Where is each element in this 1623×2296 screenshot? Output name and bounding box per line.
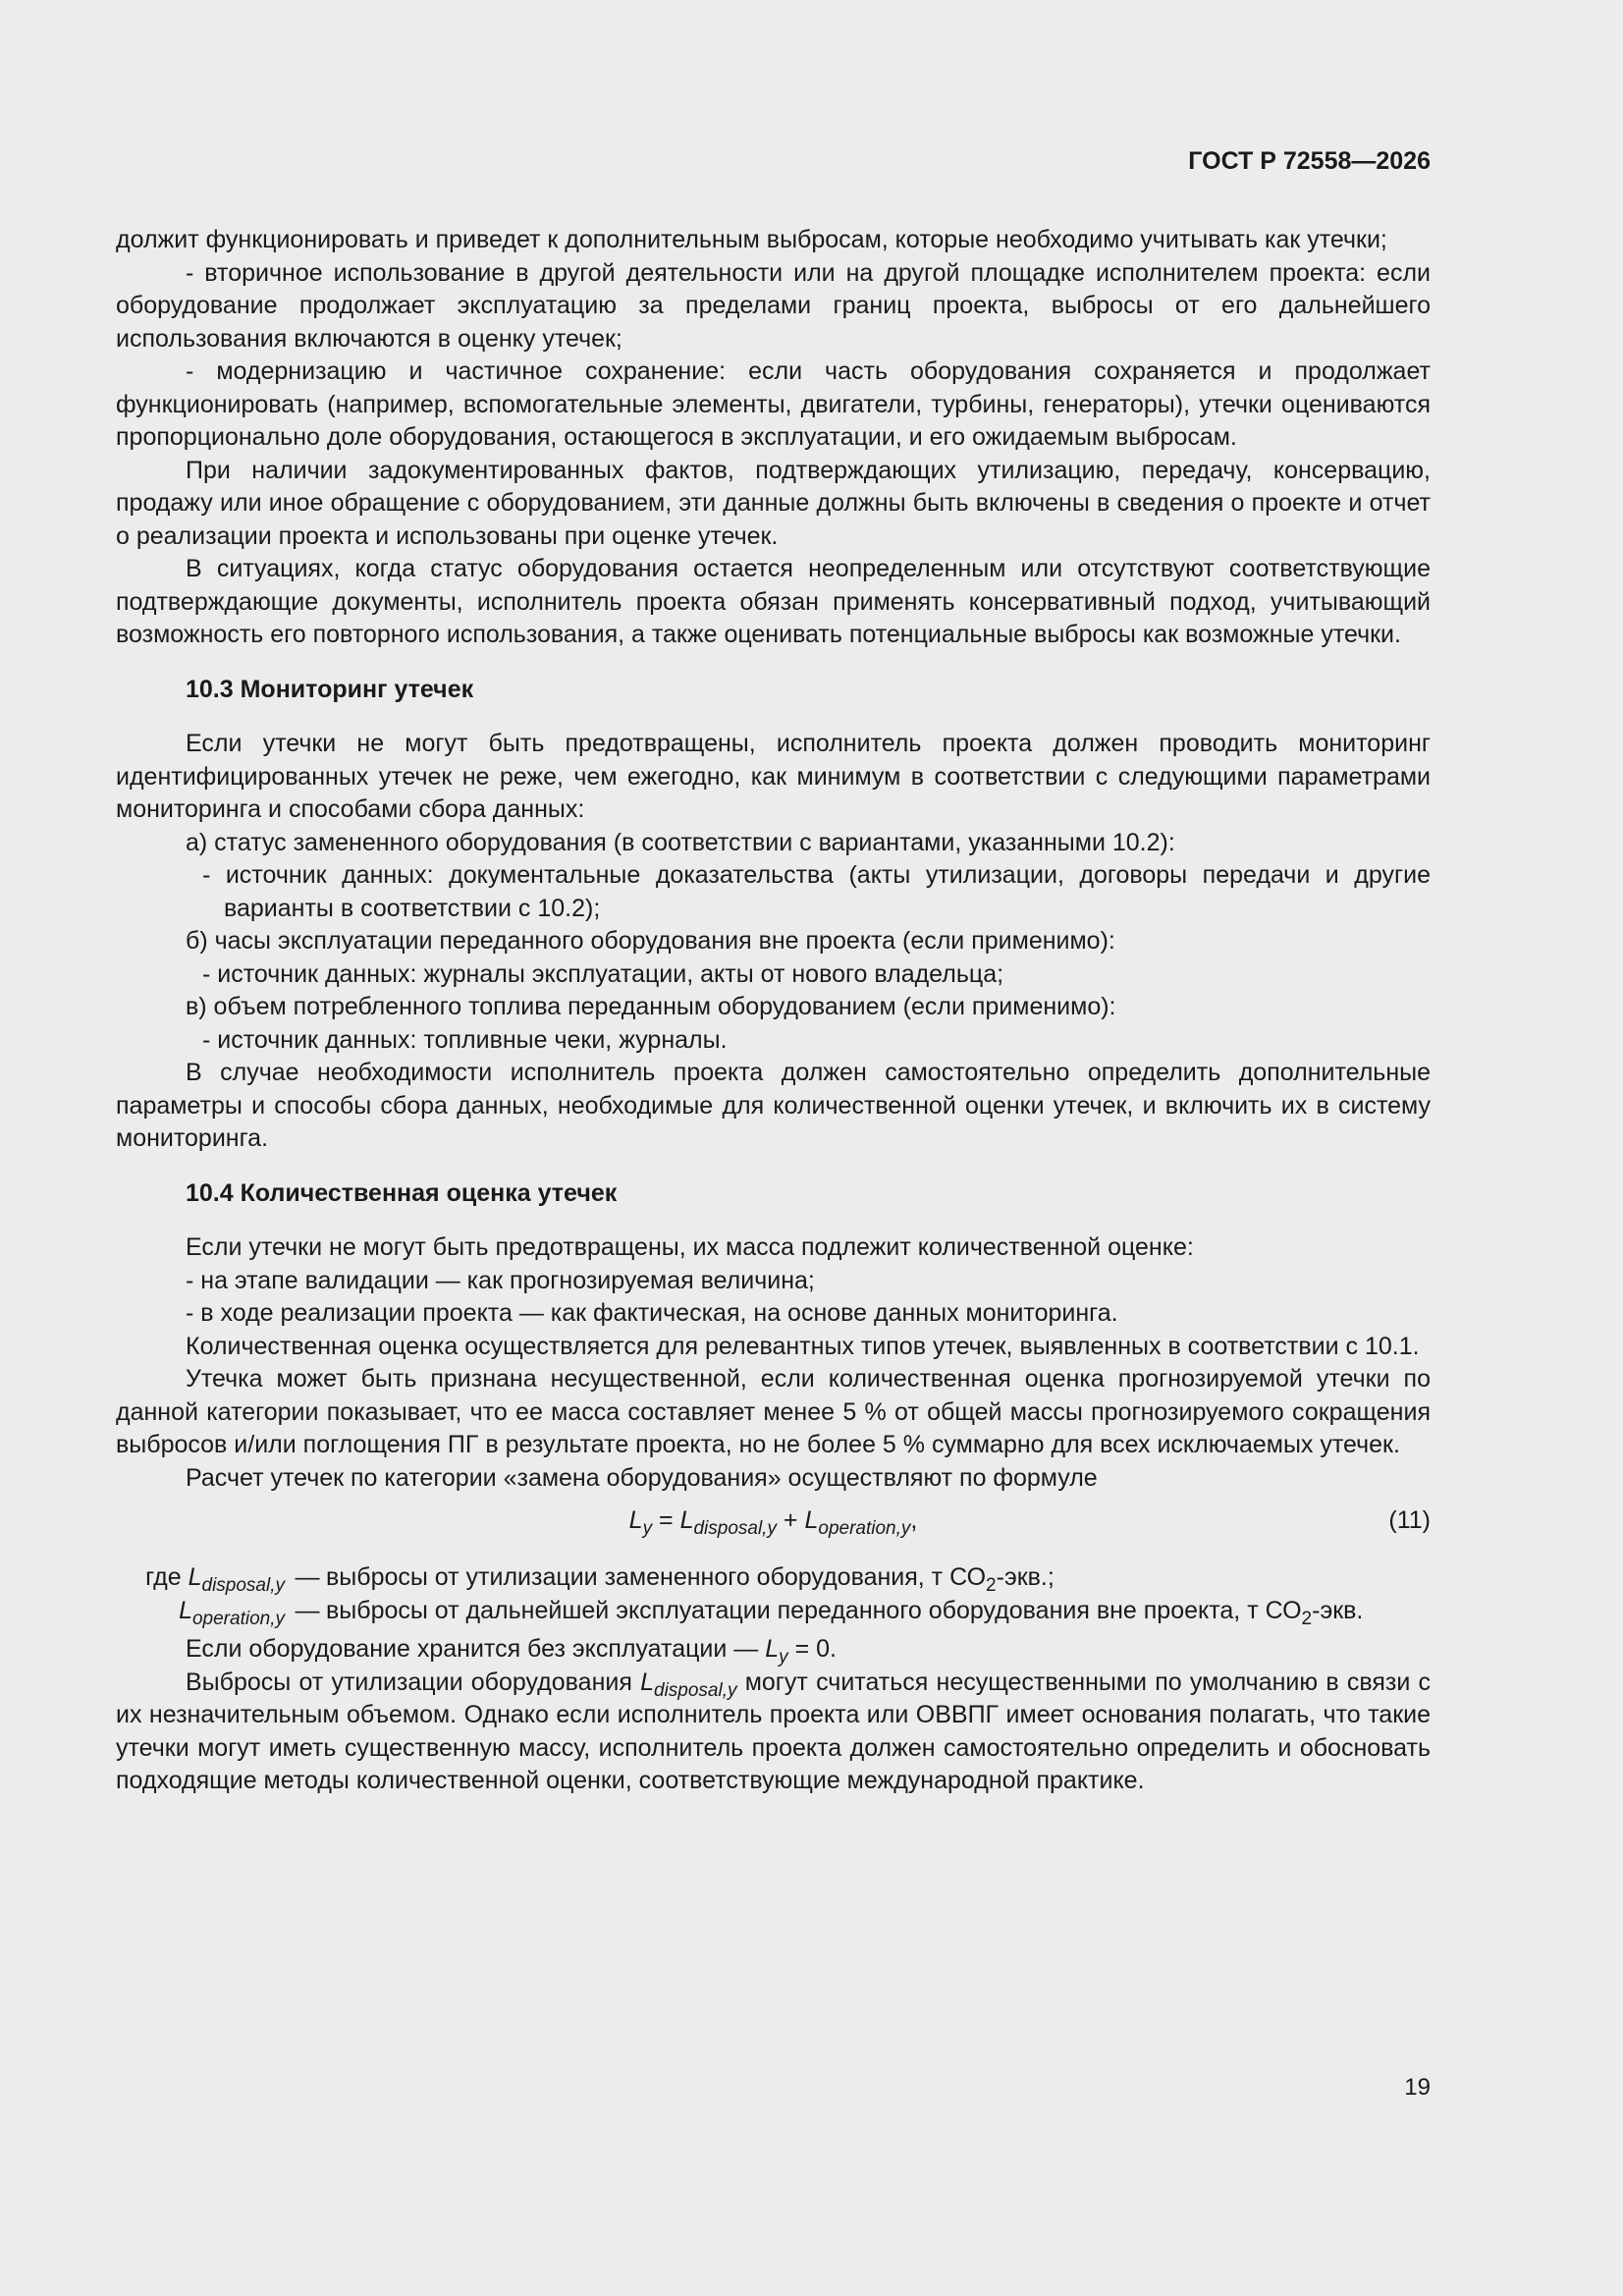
document-body <box>116 224 1431 1798</box>
list-subitem-a-source: - источник данных: документальные доказательства (акты утилизации, договоры передачи и другие варианты в соответствии с 10.2); <box>202 861 1431 922</box>
definition-dash: — <box>295 1563 320 1591</box>
paragraph-disposal-emissions: Выбросы от утилизации оборудования $L_{disposal,y}$ могут считаться несущественными по умолчанию в связи с их незначительным объемом. Однако если исполнитель проекта или ОВВПГ имеет основания полагать, что такие утечки могут иметь существенную массу, исполнитель проекта должен самостоятельно определить и обосновать подходящие методы количественной оценки, соответствующие международной практике. <box>116 1667 1431 1794</box>
list-item-b: б) часы эксплуатации переданного оборудования вне проекта (если применимо): <box>186 927 1115 955</box>
list-subitem-c-source: - источник данных: топливные чеки, журналы. <box>202 1025 728 1054</box>
paragraph-insignificant-leakage: Утечка может быть признана несущественной, если количественная оценка прогнозируемой утечки по данной категории показывает, что ее масса составляет менее 5 % от общей массы прогнозируемого сокращения выбросов и/или поглощения ПГ в результате проекта, но не более 5 % суммарно для всех исключаемых утечек. <box>116 1365 1431 1458</box>
formula-11 <box>116 1504 1431 1544</box>
document-id: ГОСТ Р 72558—2026 <box>1188 147 1431 175</box>
section-heading-10-4: 10.4 Количественная оценка утечек <box>186 1178 618 1207</box>
list-item-a: а) статус замененного оборудования (в соответствии с вариантами, указанными 10.2): <box>186 828 1175 856</box>
formula-number: (11) <box>1388 1506 1431 1534</box>
list-item-implementation: - в ходе реализации проекта — как фактическая, на основе данных мониторинга. <box>186 1299 1118 1327</box>
formula-definitions <box>116 1561 1431 1627</box>
list-item-validation: - на этапе валидации — как прогнозируемая величина; <box>186 1266 815 1294</box>
paragraph-quantification-intro: Если утечки не могут быть предотвращены, их масса подлежит количественной оценке: <box>186 1233 1194 1261</box>
page-number: 19 <box>1404 2074 1431 2101</box>
definition-symbol-operation: $L_{operation,y}$ <box>179 1596 285 1629</box>
definition-text-operation: выбросы от дальнейшей эксплуатации переданного оборудования вне проекта, т $СО_2$-экв. <box>326 1596 1364 1629</box>
definition-symbol-disposal: где $L_{disposal,y}$ <box>145 1563 285 1596</box>
list-item-modernization: - модернизацию и частичное сохранение: если часть оборудования сохраняется и продолжает функционировать (например, вспомогательные элементы, двигатели, турбины, генераторы), утечки оцениваются пропорционально доле оборудования, остающегося в эксплуатации, и его ожидаемым выбросам. <box>116 357 1431 451</box>
formula-expression: $L_y = L_{disposal,y} + L_{operation,y}$, <box>628 1506 918 1539</box>
paragraph-monitoring-intro: Если утечки не могут быть предотвращены, исполнитель проекта должен проводить мониторинг идентифицированных утечек не реже, чем ежегодно, как минимум в соответствии с следующими параметрами мониторинга и способами сбора данных: <box>116 730 1431 823</box>
list-item-c: в) объем потребленного топлива переданным оборудованием (если применимо): <box>186 993 1116 1020</box>
paragraph-storage: Если оборудование хранится без эксплуатации — $L_y = 0$. <box>186 1635 837 1667</box>
paragraph-formula-intro: Расчет утечек по категории «замена оборудования» осуществляют по формуле <box>186 1463 1098 1492</box>
paragraph-monitoring-closing: В случае необходимости исполнитель проекта должен самостоятельно определить дополнительные параметры и способы сбора данных, необходимые для количественной оценки утечек, и включить их в систему мониторинга. <box>116 1059 1431 1152</box>
definition-text-disposal: выбросы от утилизации замененного оборудования, т $СО_2$-экв.; <box>326 1563 1055 1596</box>
list-subitem-b-source: - источник данных: журналы эксплуатации, акты от нового владельца; <box>202 959 1004 988</box>
section-heading-10-3: 10.3 Мониторинг утечек <box>186 675 474 703</box>
definition-dash: — <box>295 1596 320 1624</box>
list-item-secondary-use: - вторичное использование в другой деятельности или на другой площадке исполнителем проекта: если оборудование продолжает эксплуатацию за пределами границ проекта, выбросы от его дальнейшего использования включаются в оценку утечек; <box>116 258 1431 353</box>
paragraph-documented-facts: При наличии задокументированных фактов, подтверждающих утилизацию, передачу, консервацию, продажу или иное обращение с оборудованием, эти данные должны быть включены в сведения о проекте и отчет о реализации проекта и использованы при оценке утечек. <box>116 456 1431 550</box>
paragraph-relevant-types: Количественная оценка осуществляется для релевантных типов утечек, выявленных в соответствии с 10.1. <box>186 1332 1420 1360</box>
paragraph-continuation: должит функционировать и приведет к дополнительным выбросам, которые необходимо учитывать как утечки; <box>116 226 1387 253</box>
paragraph-uncertain-status: В ситуациях, когда статус оборудования остается неопределенным или отсутствуют соответствующие подтверждающие документы, исполнитель проекта обязан применять консервативный подход, учитывающий возможность его повторного использования, а также оценивать потенциальные выбросы как возможные утечки. <box>116 555 1431 648</box>
